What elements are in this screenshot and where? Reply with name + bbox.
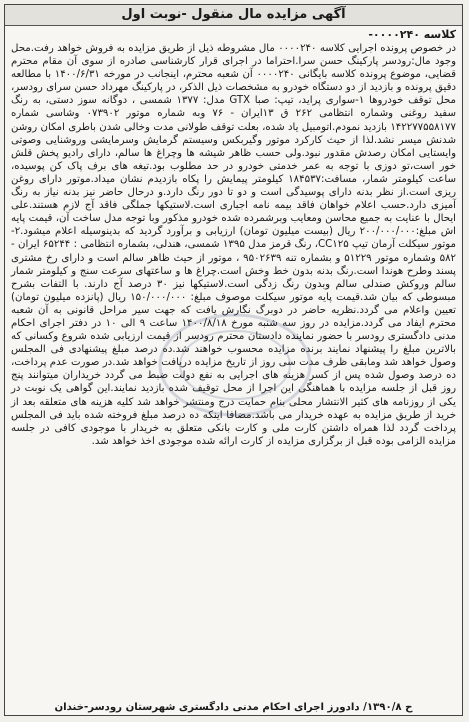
notice-title: آگهی مزایده مال منقول -نوبت اول: [5, 5, 462, 26]
file-number: کلاسه ۰۰۰۰۲۴۰-: [368, 28, 456, 41]
notice-body: در خصوص پرونده اجرایی کلاسه ۰۰۰۰۲۴۰ مال مشروطه ذیل از طریق مزایده به فروش خواهد رفت.محل وجود مال:رودسر پارکینگ حسن سرا.احتراما در اجرای قرار کارشناسی صادره از سوی آن مقام محترم قضایی، موضوع پرونده کلاسه بایگانی ۰۰۰۰۲۴۰ آن شعبه محترم، اینجانب در مورخه ۱۴۰۰/۶/۳۱ با مطالعه دقیق پرونده و بازدید از دو دستگاه خودرو به مشخصات ذیل الذکر، در پارکینگ مهرداد حسن سرای رودسر، محل توقف خودروها ۱-سواری پراید، تیپ: صبا GTX مدل: ۱۳۷۷ شمسی ، دوگانه سوز دستی، به رنگ سفید روغنی وشماره انتظامی ۲۶۲ ق ۱۳ایران - ۷۶ وبه شماره موتور ۰۷۳۹۰۲ وشاسی شماره ۱۴۲۲۷۷۵۵۸۱۷۷ بازدید نمودم.اتومبیل یاد شده، بعلت توقف طولانی مدت وخالی شدن باطری امکان روشن شدنش میسر نشد.لذا از حیث کارکرد موتور وگیربکس وسیستم گرمایش وسرمایشی وروشنایی وصوتی وایستایی امکان رصدش مقدور نبود.ولی حسب ظاهر شیشه ها وچراغ ها سالم، دارای رادیو پخش قلش خور است،تو دوزی با توجه به عمر خدمتی خودرو در حد مطلوب بود.تیغه های برف پاک کن پوسیده، ساعت کیلومتر شمار، مسافت:۱۸۴۵۳۷ کیلومتر پیمایش را پکاه بازدیدم نشان میداد.موتور دارای روغن ریزی است.از نظر بدنه دارای پوسیدگی است و دو تا دور رنگ دارد.و درحال حاضر نیز بدنه نیاز به رنگ آمیزی دارد.حسب اعلام خواهان فاقد بیمه نامه اجباری است.لاستیکها جملگی فاقد آج لازم هستند.علی ایحال با عنایت به جمیع محاسن ومعایب وبرشمرده شده خودرو مذکور وبا توجه مدل ساخت آن، قیمت پایه اش مبلغ:۲۰۰/۰۰۰/۰۰۰ ریال (بیست میلیون تومان) ارزیابی و برآورد گردید که بدینوسیله اعلام میشود.۲-موتور سیکلت آرمان تیپ CC۱۲۵، رنگ قرمز مدل ۱۳۹۵ شمسی، هندلی، بشماره انتظامی : ۶۵۲۴۴ ایران - ۵۸۲ وشماره موتور ۵۱۲۲۹ و بشماره تنه ۹۵۰۲۶۳۹ ، موتور از حیث ظاهر سالم است و دارای رخ مشتری پسند وطرح هوندا است.رنگ بدنه بدون خط وخش است.چراغ ها و ساعتهای سرعت سنج و کیلومتر شمار سالم وروکش صندلی سالم وبدون رنگ زدگی است.لاستیکها نیز ۳۰ درصد آج دارند. با التفات بشرح مبسوطی که بیان شد.قیمت پایه موتور سیکلت موصوف مبلغ: ۱۵۰/۰۰۰/۰۰۰ ریال (پانزده میلیون تومان) تعیین واعلام می گردد.نظریه حاضر در دوبرگ نگارش یافت که جهت سیر مراحل قانونی به آن شعبه محترم ایفاد می گردد.مزایده در روز سه شنبه مورخ ۱۴۰۰/۸/۱۸ ساعت ۹ الی ۱۰ در دفتر اجرای احکام مدنی دادگستری رودسر با حضور نماینده دادستان محترم رودسر از قیمت ارزیابی شده شروع وکسانی که بالاترین مبلغ را پیشنهاد نمایند برنده مزایده محسوب خواهند شد.ده درصد مبلغ پیشنهادی فی المجلس وصول خواهد شد ومابقی ظرف مدت سی روز از تاریخ مزایده دریافت خواهد شد.در صورت عدم پرداخت، ده درصد وصول شده پس از کسر هزینه های اجرایی به نفع دولت ضبط می گردد خریداران میتوانند پنج روز قبل از جلسه مزایده با هماهنگی این اجرا از محل توقیف شده بازدید نمایند.این گواهی یک نوبت در یکی از روزنامه های کثیر الانتشار محلی بنام حمایت درج ومنتشر خواهد شد کلیه هزینه های متعلقه بعد از خرید از طریق مزایده به عهده خریدار می باشد.مضافا اینکه ده درصد مبلغ فروخته شده باید فی المجلس پرداخت گردد لذا همراه داشتن کارت ملی و کارت بانکی متعلق به خریدار با موجودی کافی در جلسه مزایده الزامی بوده قبل از برگزاری مزایده از کارت ارائه شده موجودی اخذ خواهد شد.: [11, 43, 457, 447]
auction-notice: [4, 4, 463, 716]
notice-footer: ح ۱۳۹۰/۸/ دادورز اجرای احکام مدنی دادگستری شهرستان رودسر-خندان: [54, 702, 413, 713]
